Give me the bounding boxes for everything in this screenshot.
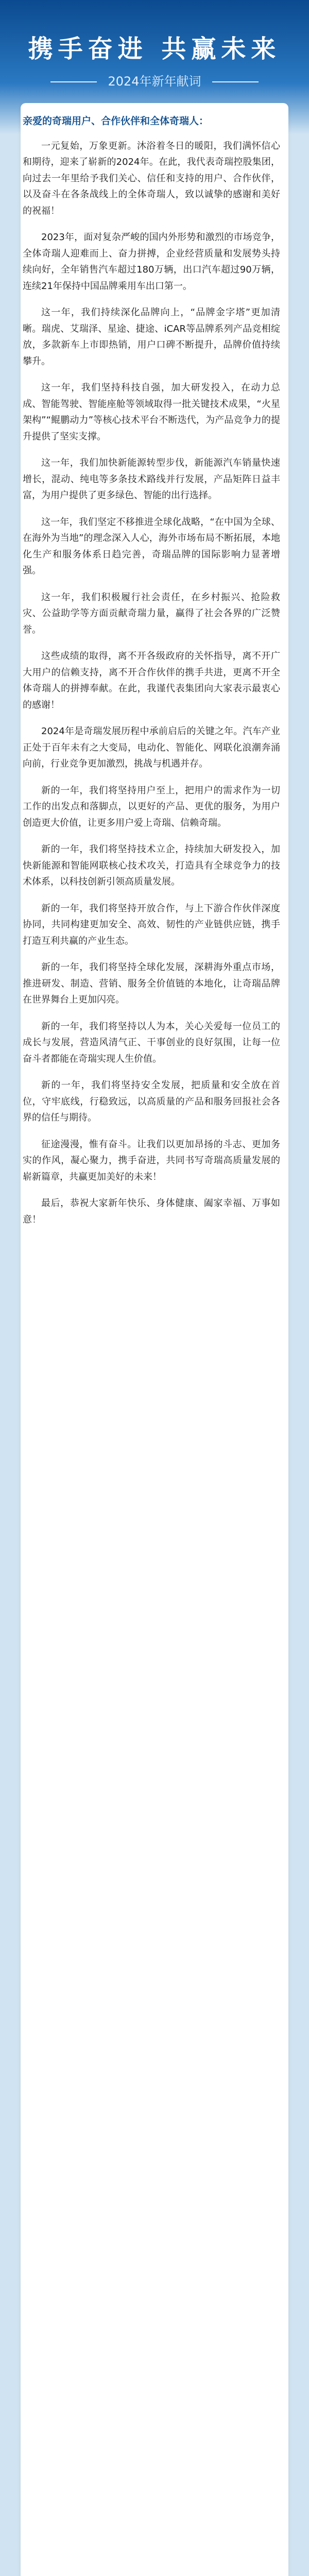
paragraph: 2023年，面对复杂严峻的国内外形势和激烈的市场竞争，全体奇瑞人迎难而上、奋力拼搏，企业经营质量和发展势头持续向好，全年销售汽车超过180万辆，出口汽车超过90万辆，连续21年保持中国品牌乘用车出口第一。 [23,232,280,292]
paragraph: 新的一年，我们将坚持开放合作，与上下游合作伙伴深度协同，共同构建更加安全、高效、韧性的产业链供应链，携手打造互利共赢的产业生态。 [23,903,280,946]
paragraph: 新的一年，我们将坚持全球化发展，深耕海外重点市场，推进研发、制造、营销、服务全价值链的本地化，让奇瑞品牌在世界舞台上更加闪亮。 [23,962,280,1006]
paragraph: 这一年，我们积极履行社会责任，在乡村振兴、抢险救灾、公益助学等方面贡献奇瑞力量，赢得了社会各界的广泛赞誉。 [23,591,280,635]
page-title: 携手奋进 共赢未来 [28,35,281,63]
paragraph: 这一年，我们持续深化品牌向上，“品牌金字塔”更加清晰。瑞虎、艾瑞泽、星途、捷途、iCAR等品牌系列产品竞相绽放，多款新车上市即热销，用户口碑不断提升，品牌价值持续攀升。 [23,307,280,367]
paragraph: 2024年是奇瑞发展历程中承前启后的关键之年。汽车产业正处于百年未有之大变局，电动化、智能化、网联化浪潮奔涌向前，行业竞争更加激烈，挑战与机遇并存。 [23,726,280,770]
paragraph: 新的一年，我们将坚持技术立企，持续加大研发投入，加快新能源和智能网联核心技术攻关，打造具有全球竞争力的技术体系，以科技创新引领高质量发展。 [23,844,280,888]
paragraph: 征途漫漫，惟有奋斗。让我们以更加昂扬的斗志、更加务实的作风，凝心聚力，携手奋进，共同书写奇瑞高质量发展的崭新篇章，共赢更加美好的未来！ [23,1139,280,1182]
paragraph: 最后，恭祝大家新年快乐、身体健康、阖家幸福、万事如意！ [23,1198,280,1225]
page-subtitle-wrap [0,71,309,89]
greeting: 亲爱的奇瑞用户、合作伙伴和全体奇瑞人： [23,115,209,127]
paragraph: 这一年，我们加快新能源转型步伐，新能源汽车销量快速增长，混动、纯电等多条技术路线并行发展，产品矩阵日益丰富，为用户提供了更多绿色、智能的出行选择。 [23,457,280,501]
paragraph: 这些成绩的取得，离不开各级政府的关怀指导，离不开广大用户的信赖支持，离不开合作伙伴的携手共进，更离不开全体奇瑞人的拼搏奉献。在此，我谨代表集团向大家表示最衷心的感谢！ [23,651,280,710]
paragraph: 新的一年，我们将坚持用户至上，把用户的需求作为一切工作的出发点和落脚点，以更好的产品、更优的服务，为用户创造更大价值，让更多用户爱上奇瑞、信赖奇瑞。 [23,785,280,828]
subtitle-right-rule [212,81,259,82]
paragraph: 新的一年，我们将坚持以人为本，关心关爱每一位员工的成长与发展，营造风清气正、干事创业的良好氛围，让每一位奋斗者都能在奇瑞实现人生价值。 [23,1021,280,1064]
paragraph: 这一年，我们坚持科技自强，加大研发投入，在动力总成、智能驾驶、智能座舱等领域取得一批关键技术成果，“火星架构”“鲲鹏动力”等核心技术平台不断迭代，为产品竞争力的提升提供了坚实支撑。 [23,382,280,442]
subtitle-left-rule [50,81,97,82]
paragraph: 这一年，我们坚定不移推进全球化战略，“在中国为全球、在海外为当地”的理念深入人心，海外市场布局不断拓展，本地化生产和服务体系日趋完善，奇瑞品牌的国际影响力显著增强。 [23,516,280,577]
page-subtitle: 2024年新年献词 [108,74,201,89]
letter-content [23,114,280,1238]
paragraph: 一元复始，万象更新。沐浴着冬日的暖阳，我们满怀信心和期待，迎来了崭新的2024年。在此，我代表奇瑞控股集团，向过去一年里给予我们关心、信任和支持的用户、合作伙伴，以及奋斗在各条战线上的全体奇瑞人，致以诚挚的感谢和美好的祝福！ [23,140,280,216]
paragraph: 新的一年，我们将坚持安全发展，把质量和安全放在首位，守牢底线，行稳致远，以高质量的产品和服务回报社会各界的信任与期待。 [23,1080,280,1124]
